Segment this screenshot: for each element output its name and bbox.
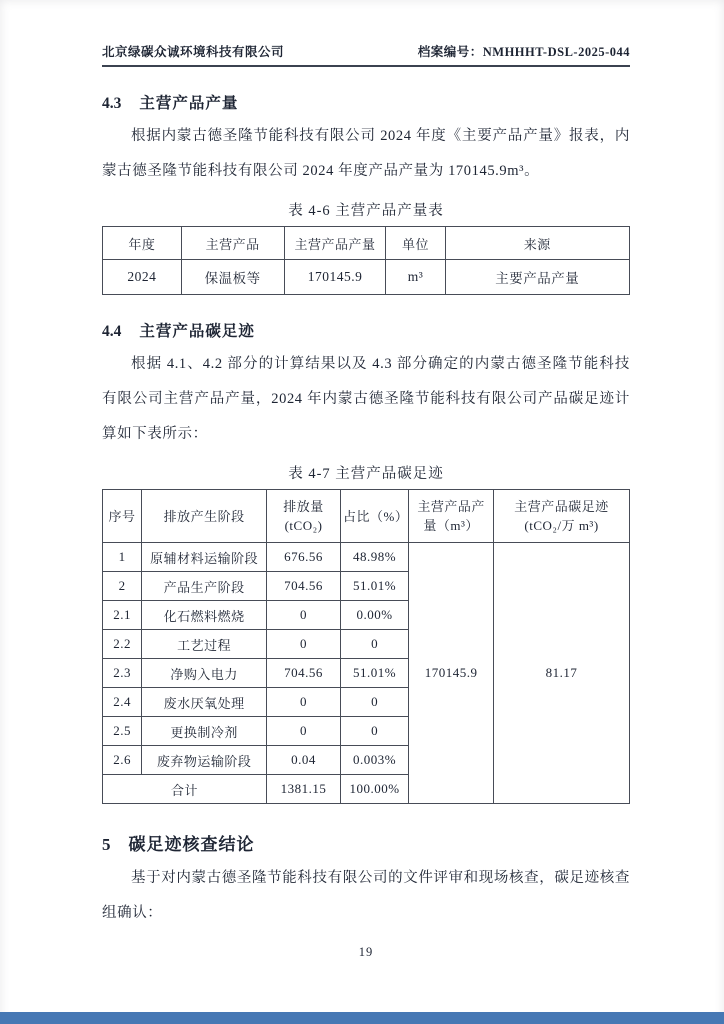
page-number: 19 bbox=[358, 945, 374, 959]
data-cell: 2.4 bbox=[103, 688, 142, 717]
data-cell: 676.56 bbox=[267, 543, 341, 572]
header-cell: 主营产品产 量（m³） bbox=[409, 490, 494, 543]
total-label-cell: 合计 bbox=[103, 775, 267, 804]
data-cell: m³ bbox=[386, 260, 445, 295]
data-cell: 主要产品产量 bbox=[445, 260, 629, 295]
data-cell: 0 bbox=[267, 688, 341, 717]
data-cell: 产品生产阶段 bbox=[142, 572, 267, 601]
header-cell: 单位 bbox=[386, 227, 445, 260]
table-4-6 bbox=[102, 226, 630, 295]
data-cell: 0.00% bbox=[341, 601, 409, 630]
data-cell: 51.01% bbox=[341, 659, 409, 688]
section-4-4-heading bbox=[102, 319, 630, 341]
section-5-paragraph: 基于对内蒙古德圣隆节能科技有限公司的文件评审和现场核查，碳足迹核查组确认： bbox=[102, 870, 630, 921]
data-cell: 704.56 bbox=[267, 659, 341, 688]
section-5-heading bbox=[102, 830, 630, 855]
data-cell: 原辅材料运输阶段 bbox=[142, 543, 267, 572]
data-cell: 废水厌氧处理 bbox=[142, 688, 267, 717]
data-cell: 0.04 bbox=[267, 746, 341, 775]
data-cell: 48.98% bbox=[341, 543, 409, 572]
data-cell: 2.5 bbox=[103, 717, 142, 746]
header-cell: 主营产品 bbox=[181, 227, 284, 260]
header-cell: 序号 bbox=[103, 490, 142, 543]
table-row bbox=[103, 543, 630, 572]
section-4-3-paragraph: 根据内蒙古德圣隆节能科技有限公司 2024 年度《主要产品产量》报表，内蒙古德圣隆节能科技有限公司 2024 年度产品产量为 170145.9m³。 bbox=[102, 128, 630, 179]
header-cell: 主营产品产量 bbox=[284, 227, 386, 260]
running-header bbox=[102, 42, 630, 67]
data-cell: 工艺过程 bbox=[142, 630, 267, 659]
archive-number: 档案编号：NMHHHT-DSL-2025-044 bbox=[417, 45, 630, 59]
header-cell: 年度 bbox=[103, 227, 182, 260]
section-number: 5 bbox=[102, 835, 111, 854]
section-title: 主营产品碳足迹 bbox=[139, 323, 255, 340]
table-header-row bbox=[103, 227, 630, 260]
merged-footprint-cell: 81.17 bbox=[494, 543, 630, 804]
data-cell: 更换制冷剂 bbox=[142, 717, 267, 746]
table-4-7 bbox=[102, 489, 630, 804]
company-name: 北京绿碳众诚环境科技有限公司 bbox=[102, 45, 285, 59]
data-cell: 0 bbox=[267, 601, 341, 630]
total-amount-cell: 1381.15 bbox=[267, 775, 341, 804]
header-cell: 排放量 (tCO₂) bbox=[267, 490, 341, 543]
data-cell: 净购入电力 bbox=[142, 659, 267, 688]
data-cell: 2.2 bbox=[103, 630, 142, 659]
data-cell: 保温板等 bbox=[181, 260, 284, 295]
data-cell: 2.1 bbox=[103, 601, 142, 630]
section-number: 4.4 bbox=[102, 323, 122, 340]
data-cell: 0 bbox=[341, 630, 409, 659]
data-cell: 2 bbox=[103, 572, 142, 601]
table-header-row bbox=[103, 490, 630, 543]
header-cell: 排放产生阶段 bbox=[142, 490, 267, 543]
table-4-6-caption: 表 4-6 主营产品产量表 bbox=[288, 203, 444, 219]
data-cell: 1 bbox=[103, 543, 142, 572]
header-cell: 主营产品碳足迹 (tCO₂/万 m³) bbox=[494, 490, 630, 543]
data-cell: 2024 bbox=[103, 260, 182, 295]
section-number: 4.3 bbox=[102, 95, 122, 112]
data-cell: 化石燃料燃烧 bbox=[142, 601, 267, 630]
data-cell: 704.56 bbox=[267, 572, 341, 601]
data-cell: 170145.9 bbox=[284, 260, 386, 295]
data-cell: 废弃物运输阶段 bbox=[142, 746, 267, 775]
table-4-7-caption: 表 4-7 主营产品碳足迹 bbox=[288, 466, 444, 482]
section-4-3-heading bbox=[102, 91, 630, 113]
section-title: 主营产品产量 bbox=[139, 95, 239, 112]
merged-production-cell: 170145.9 bbox=[409, 543, 494, 804]
data-cell: 2.3 bbox=[103, 659, 142, 688]
data-cell: 0 bbox=[267, 630, 341, 659]
data-cell: 51.01% bbox=[341, 572, 409, 601]
data-cell: 0.003% bbox=[341, 746, 409, 775]
data-cell: 2.6 bbox=[103, 746, 142, 775]
header-cell: 占比（%） bbox=[341, 490, 409, 543]
section-4-4-paragraph: 根据 4.1、4.2 部分的计算结果以及 4.3 部分确定的内蒙古德圣隆节能科技有限公司主营产品产量，2024 年内蒙古德圣隆节能科技有限公司产品碳足迹计算如下表所示： bbox=[102, 356, 630, 442]
data-cell: 0 bbox=[267, 717, 341, 746]
total-share-cell: 100.00% bbox=[341, 775, 409, 804]
data-cell: 0 bbox=[341, 688, 409, 717]
data-cell: 0 bbox=[341, 717, 409, 746]
table-row bbox=[103, 260, 630, 295]
footer-accent-bar bbox=[0, 1012, 724, 1024]
header-cell: 来源 bbox=[445, 227, 629, 260]
section-title: 碳足迹核查结论 bbox=[128, 835, 255, 854]
